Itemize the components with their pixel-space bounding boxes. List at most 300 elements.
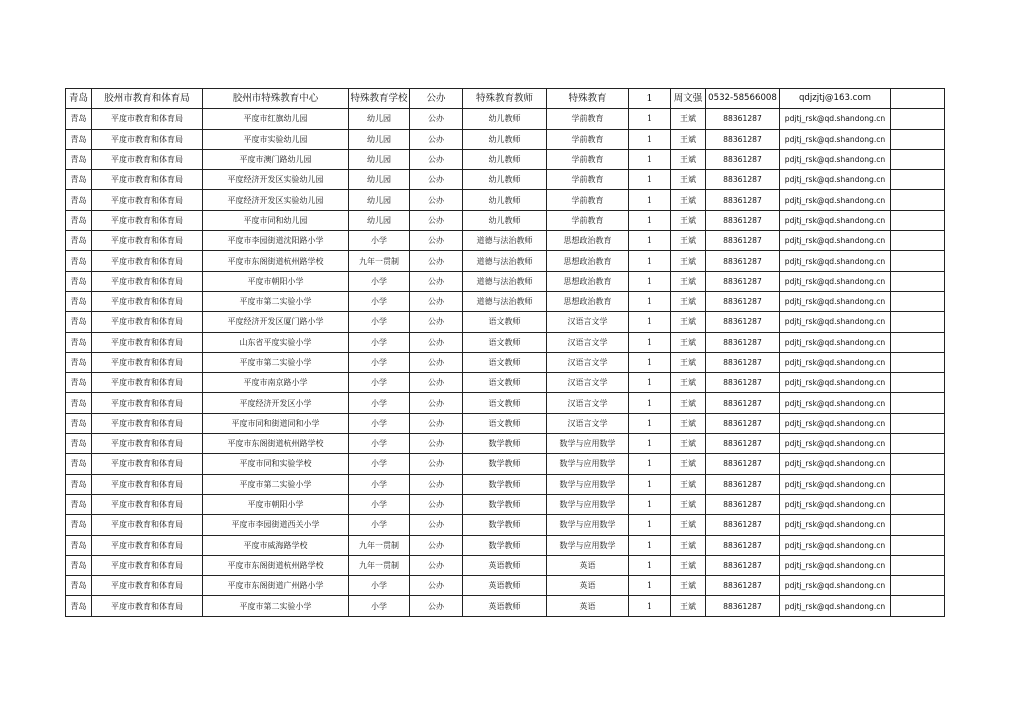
cell-contact: 王斌	[671, 515, 706, 535]
cell-email: pdjtj_rsk@qd.shandong.cn	[780, 170, 891, 190]
table-row	[66, 555, 945, 575]
cell-school-type: 小学	[349, 352, 410, 372]
cell-school-type: 幼儿园	[349, 109, 410, 129]
cell-major: 学前教育	[547, 129, 629, 149]
cell-ownership: 公办	[410, 129, 463, 149]
cell-bureau: 平度市教育和体育局	[92, 494, 203, 514]
cell-count: 1	[629, 149, 671, 169]
cell-school-type: 小学	[349, 291, 410, 311]
cell-email: pdjtj_rsk@qd.shandong.cn	[780, 149, 891, 169]
cell-contact: 王斌	[671, 413, 706, 433]
cell-position: 数学教师	[463, 474, 547, 494]
cell-ownership: 公办	[410, 332, 463, 352]
cell-position: 特殊教育教师	[463, 89, 547, 109]
cell-bureau: 平度市教育和体育局	[92, 434, 203, 454]
cell-school: 平度市朝阳小学	[203, 271, 349, 291]
cell-major: 学前教育	[547, 210, 629, 230]
cell-major: 数学与应用数学	[547, 494, 629, 514]
cell-email: pdjtj_rsk@qd.shandong.cn	[780, 555, 891, 575]
cell-school-type: 小学	[349, 596, 410, 616]
cell-email: pdjtj_rsk@qd.shandong.cn	[780, 515, 891, 535]
cell-remark	[891, 149, 945, 169]
cell-major: 英语	[547, 576, 629, 596]
cell-city: 青岛	[66, 576, 92, 596]
cell-contact: 王斌	[671, 129, 706, 149]
cell-city: 青岛	[66, 291, 92, 311]
cell-bureau: 平度市教育和体育局	[92, 291, 203, 311]
spreadsheet	[65, 88, 945, 617]
cell-count: 1	[629, 332, 671, 352]
cell-bureau: 平度市教育和体育局	[92, 109, 203, 129]
cell-phone: 88361287	[706, 474, 780, 494]
cell-remark	[891, 129, 945, 149]
cell-major: 汉语言文学	[547, 332, 629, 352]
cell-ownership: 公办	[410, 271, 463, 291]
cell-bureau: 平度市教育和体育局	[92, 210, 203, 230]
cell-contact: 王斌	[671, 434, 706, 454]
cell-count: 1	[629, 231, 671, 251]
table-row	[66, 494, 945, 514]
cell-position: 语文教师	[463, 352, 547, 372]
cell-city: 青岛	[66, 251, 92, 271]
cell-email: pdjtj_rsk@qd.shandong.cn	[780, 251, 891, 271]
cell-school: 平度市实验幼儿园	[203, 129, 349, 149]
cell-position: 幼儿教师	[463, 149, 547, 169]
cell-position: 英语教师	[463, 596, 547, 616]
cell-count: 1	[629, 434, 671, 454]
cell-bureau: 平度市教育和体育局	[92, 231, 203, 251]
cell-position: 数学教师	[463, 494, 547, 514]
cell-ownership: 公办	[410, 454, 463, 474]
cell-contact: 王斌	[671, 596, 706, 616]
table-row	[66, 190, 945, 210]
cell-city: 青岛	[66, 393, 92, 413]
cell-phone: 88361287	[706, 434, 780, 454]
cell-school-type: 小学	[349, 474, 410, 494]
cell-remark	[891, 332, 945, 352]
cell-email: pdjtj_rsk@qd.shandong.cn	[780, 494, 891, 514]
cell-contact: 王斌	[671, 170, 706, 190]
cell-school-type: 小学	[349, 576, 410, 596]
cell-school: 平度市东阁街道杭州路学校	[203, 251, 349, 271]
cell-school-type: 小学	[349, 434, 410, 454]
cell-ownership: 公办	[410, 596, 463, 616]
table-row	[66, 515, 945, 535]
table-row	[66, 149, 945, 169]
cell-school-type: 小学	[349, 515, 410, 535]
cell-position: 幼儿教师	[463, 170, 547, 190]
cell-email: pdjtj_rsk@qd.shandong.cn	[780, 413, 891, 433]
cell-school: 平度市同和实验学校	[203, 454, 349, 474]
cell-email: pdjtj_rsk@qd.shandong.cn	[780, 434, 891, 454]
table-row	[66, 129, 945, 149]
cell-phone: 88361287	[706, 576, 780, 596]
cell-phone: 88361287	[706, 332, 780, 352]
cell-ownership: 公办	[410, 494, 463, 514]
cell-count: 1	[629, 555, 671, 575]
cell-school-type: 小学	[349, 494, 410, 514]
cell-count: 1	[629, 393, 671, 413]
cell-phone: 88361287	[706, 251, 780, 271]
table-row	[66, 210, 945, 230]
cell-contact: 王斌	[671, 251, 706, 271]
cell-email: pdjtj_rsk@qd.shandong.cn	[780, 312, 891, 332]
table-row	[66, 231, 945, 251]
cell-bureau: 平度市教育和体育局	[92, 596, 203, 616]
cell-school: 平度经济开发区小学	[203, 393, 349, 413]
cell-remark	[891, 291, 945, 311]
cell-city: 青岛	[66, 89, 92, 109]
cell-city: 青岛	[66, 596, 92, 616]
cell-major: 思想政治教育	[547, 231, 629, 251]
cell-contact: 王斌	[671, 291, 706, 311]
cell-major: 数学与应用数学	[547, 535, 629, 555]
cell-city: 青岛	[66, 271, 92, 291]
table-row	[66, 454, 945, 474]
cell-bureau: 平度市教育和体育局	[92, 352, 203, 372]
cell-school: 平度经济开发区实验幼儿园	[203, 170, 349, 190]
cell-ownership: 公办	[410, 312, 463, 332]
cell-school-type: 幼儿园	[349, 149, 410, 169]
cell-position: 道德与法治教师	[463, 251, 547, 271]
cell-city: 青岛	[66, 332, 92, 352]
cell-ownership: 公办	[410, 251, 463, 271]
cell-remark	[891, 109, 945, 129]
cell-bureau: 平度市教育和体育局	[92, 332, 203, 352]
cell-school-type: 九年一贯制	[349, 251, 410, 271]
cell-count: 1	[629, 413, 671, 433]
cell-ownership: 公办	[410, 413, 463, 433]
cell-email: pdjtj_rsk@qd.shandong.cn	[780, 129, 891, 149]
cell-major: 数学与应用数学	[547, 434, 629, 454]
table-body	[66, 89, 945, 617]
cell-school: 平度市李园街道西关小学	[203, 515, 349, 535]
cell-email: pdjtj_rsk@qd.shandong.cn	[780, 454, 891, 474]
cell-remark	[891, 373, 945, 393]
cell-major: 汉语言文学	[547, 413, 629, 433]
cell-ownership: 公办	[410, 373, 463, 393]
cell-position: 数学教师	[463, 454, 547, 474]
cell-phone: 88361287	[706, 291, 780, 311]
cell-bureau: 平度市教育和体育局	[92, 149, 203, 169]
cell-contact: 王斌	[671, 454, 706, 474]
cell-remark	[891, 535, 945, 555]
table-row	[66, 332, 945, 352]
cell-major: 思想政治教育	[547, 291, 629, 311]
cell-count: 1	[629, 170, 671, 190]
cell-major: 思想政治教育	[547, 271, 629, 291]
cell-email: pdjtj_rsk@qd.shandong.cn	[780, 190, 891, 210]
cell-contact: 王斌	[671, 332, 706, 352]
cell-position: 幼儿教师	[463, 190, 547, 210]
cell-major: 数学与应用数学	[547, 515, 629, 535]
cell-count: 1	[629, 190, 671, 210]
cell-position: 幼儿教师	[463, 129, 547, 149]
cell-school-type: 九年一贯制	[349, 555, 410, 575]
cell-major: 学前教育	[547, 149, 629, 169]
cell-major: 数学与应用数学	[547, 474, 629, 494]
cell-city: 青岛	[66, 555, 92, 575]
data-table	[65, 88, 945, 617]
cell-city: 青岛	[66, 312, 92, 332]
table-row	[66, 89, 945, 109]
cell-remark	[891, 474, 945, 494]
cell-city: 青岛	[66, 109, 92, 129]
cell-city: 青岛	[66, 149, 92, 169]
cell-major: 汉语言文学	[547, 352, 629, 372]
cell-school: 平度经济开发区实验幼儿园	[203, 190, 349, 210]
cell-major: 汉语言文学	[547, 393, 629, 413]
cell-contact: 王斌	[671, 576, 706, 596]
cell-school-type: 幼儿园	[349, 129, 410, 149]
cell-ownership: 公办	[410, 576, 463, 596]
cell-position: 语文教师	[463, 373, 547, 393]
table-row	[66, 352, 945, 372]
cell-count: 1	[629, 535, 671, 555]
cell-contact: 王斌	[671, 393, 706, 413]
cell-school-type: 幼儿园	[349, 190, 410, 210]
cell-ownership: 公办	[410, 535, 463, 555]
cell-position: 语文教师	[463, 332, 547, 352]
cell-school: 平度市同和街道同和小学	[203, 413, 349, 433]
cell-count: 1	[629, 454, 671, 474]
table-row	[66, 393, 945, 413]
cell-major: 学前教育	[547, 109, 629, 129]
cell-school: 平度经济开发区厦门路小学	[203, 312, 349, 332]
cell-ownership: 公办	[410, 210, 463, 230]
cell-remark	[891, 251, 945, 271]
cell-major: 思想政治教育	[547, 251, 629, 271]
cell-school: 平度市南京路小学	[203, 373, 349, 393]
cell-remark	[891, 393, 945, 413]
cell-position: 语文教师	[463, 312, 547, 332]
cell-count: 1	[629, 89, 671, 109]
cell-bureau: 平度市教育和体育局	[92, 474, 203, 494]
cell-position: 语文教师	[463, 393, 547, 413]
cell-bureau: 平度市教育和体育局	[92, 393, 203, 413]
cell-major: 特殊教育	[547, 89, 629, 109]
cell-phone: 88361287	[706, 352, 780, 372]
cell-bureau: 平度市教育和体育局	[92, 251, 203, 271]
cell-bureau: 平度市教育和体育局	[92, 129, 203, 149]
cell-bureau: 平度市教育和体育局	[92, 535, 203, 555]
cell-school: 平度市李园街道沈阳路小学	[203, 231, 349, 251]
cell-phone: 88361287	[706, 129, 780, 149]
cell-email: pdjtj_rsk@qd.shandong.cn	[780, 332, 891, 352]
cell-email: pdjtj_rsk@qd.shandong.cn	[780, 373, 891, 393]
cell-email: pdjtj_rsk@qd.shandong.cn	[780, 535, 891, 555]
cell-email: qdjzjtj@163.com	[780, 89, 891, 109]
cell-position: 语文教师	[463, 413, 547, 433]
cell-contact: 王斌	[671, 109, 706, 129]
cell-phone: 88361287	[706, 596, 780, 616]
cell-remark	[891, 576, 945, 596]
cell-school: 平度市朝阳小学	[203, 494, 349, 514]
cell-phone: 88361287	[706, 515, 780, 535]
cell-contact: 王斌	[671, 555, 706, 575]
cell-city: 青岛	[66, 190, 92, 210]
cell-bureau: 平度市教育和体育局	[92, 312, 203, 332]
cell-city: 青岛	[66, 434, 92, 454]
cell-city: 青岛	[66, 129, 92, 149]
cell-count: 1	[629, 210, 671, 230]
cell-school-type: 特殊教育学校	[349, 89, 410, 109]
cell-school-type: 幼儿园	[349, 170, 410, 190]
cell-school: 平度市第二实验小学	[203, 474, 349, 494]
cell-remark	[891, 170, 945, 190]
cell-bureau: 平度市教育和体育局	[92, 454, 203, 474]
cell-school: 平度市东阁街道杭州路学校	[203, 434, 349, 454]
cell-phone: 88361287	[706, 231, 780, 251]
cell-count: 1	[629, 312, 671, 332]
cell-remark	[891, 454, 945, 474]
cell-city: 青岛	[66, 515, 92, 535]
cell-phone: 88361287	[706, 210, 780, 230]
cell-contact: 王斌	[671, 312, 706, 332]
cell-major: 学前教育	[547, 170, 629, 190]
cell-email: pdjtj_rsk@qd.shandong.cn	[780, 393, 891, 413]
cell-count: 1	[629, 373, 671, 393]
cell-contact: 王斌	[671, 231, 706, 251]
cell-city: 青岛	[66, 454, 92, 474]
cell-school-type: 小学	[349, 271, 410, 291]
table-row	[66, 291, 945, 311]
cell-count: 1	[629, 129, 671, 149]
cell-email: pdjtj_rsk@qd.shandong.cn	[780, 596, 891, 616]
cell-remark	[891, 231, 945, 251]
table-row	[66, 170, 945, 190]
cell-email: pdjtj_rsk@qd.shandong.cn	[780, 352, 891, 372]
cell-phone: 88361287	[706, 454, 780, 474]
cell-remark	[891, 555, 945, 575]
cell-position: 道德与法治教师	[463, 271, 547, 291]
cell-position: 道德与法治教师	[463, 291, 547, 311]
cell-bureau: 胶州市教育和体育局	[92, 89, 203, 109]
cell-ownership: 公办	[410, 149, 463, 169]
cell-bureau: 平度市教育和体育局	[92, 271, 203, 291]
cell-school-type: 小学	[349, 332, 410, 352]
cell-contact: 王斌	[671, 149, 706, 169]
cell-phone: 88361287	[706, 149, 780, 169]
cell-school-type: 小学	[349, 413, 410, 433]
cell-ownership: 公办	[410, 291, 463, 311]
cell-city: 青岛	[66, 231, 92, 251]
cell-ownership: 公办	[410, 555, 463, 575]
cell-count: 1	[629, 251, 671, 271]
cell-remark	[891, 434, 945, 454]
cell-school: 胶州市特殊教育中心	[203, 89, 349, 109]
cell-school-type: 小学	[349, 231, 410, 251]
cell-bureau: 平度市教育和体育局	[92, 373, 203, 393]
cell-bureau: 平度市教育和体育局	[92, 576, 203, 596]
cell-city: 青岛	[66, 413, 92, 433]
table-row	[66, 312, 945, 332]
cell-ownership: 公办	[410, 393, 463, 413]
cell-major: 汉语言文学	[547, 373, 629, 393]
cell-school-type: 幼儿园	[349, 210, 410, 230]
cell-remark	[891, 89, 945, 109]
cell-school-type: 小学	[349, 393, 410, 413]
cell-position: 幼儿教师	[463, 210, 547, 230]
cell-remark	[891, 494, 945, 514]
cell-count: 1	[629, 291, 671, 311]
cell-count: 1	[629, 474, 671, 494]
cell-bureau: 平度市教育和体育局	[92, 515, 203, 535]
cell-phone: 88361287	[706, 555, 780, 575]
cell-ownership: 公办	[410, 190, 463, 210]
cell-phone: 88361287	[706, 312, 780, 332]
cell-position: 幼儿教师	[463, 109, 547, 129]
cell-phone: 88361287	[706, 494, 780, 514]
cell-count: 1	[629, 352, 671, 372]
table-row	[66, 373, 945, 393]
cell-remark	[891, 596, 945, 616]
cell-contact: 王斌	[671, 494, 706, 514]
cell-school: 平度市东阁街道广州路小学	[203, 576, 349, 596]
cell-bureau: 平度市教育和体育局	[92, 413, 203, 433]
cell-phone: 88361287	[706, 535, 780, 555]
cell-ownership: 公办	[410, 109, 463, 129]
cell-phone: 88361287	[706, 109, 780, 129]
cell-phone: 88361287	[706, 170, 780, 190]
table-row	[66, 596, 945, 616]
cell-city: 青岛	[66, 373, 92, 393]
cell-count: 1	[629, 494, 671, 514]
cell-remark	[891, 312, 945, 332]
cell-count: 1	[629, 576, 671, 596]
cell-position: 道德与法治教师	[463, 231, 547, 251]
cell-remark	[891, 210, 945, 230]
cell-count: 1	[629, 271, 671, 291]
cell-major: 数学与应用数学	[547, 454, 629, 474]
cell-city: 青岛	[66, 535, 92, 555]
cell-phone: 88361287	[706, 190, 780, 210]
cell-phone: 88361287	[706, 413, 780, 433]
cell-email: pdjtj_rsk@qd.shandong.cn	[780, 271, 891, 291]
cell-contact: 王斌	[671, 210, 706, 230]
cell-school: 平度市第二实验小学	[203, 596, 349, 616]
table-row	[66, 413, 945, 433]
table-row	[66, 576, 945, 596]
cell-school-type: 小学	[349, 312, 410, 332]
cell-city: 青岛	[66, 210, 92, 230]
cell-major: 学前教育	[547, 190, 629, 210]
cell-school-type: 小学	[349, 373, 410, 393]
cell-school: 山东省平度实验小学	[203, 332, 349, 352]
cell-school: 平度市东阁街道杭州路学校	[203, 555, 349, 575]
cell-bureau: 平度市教育和体育局	[92, 555, 203, 575]
cell-position: 数学教师	[463, 515, 547, 535]
cell-city: 青岛	[66, 170, 92, 190]
cell-city: 青岛	[66, 352, 92, 372]
table-row	[66, 474, 945, 494]
cell-ownership: 公办	[410, 170, 463, 190]
cell-ownership: 公办	[410, 352, 463, 372]
cell-major: 英语	[547, 555, 629, 575]
cell-phone: 88361287	[706, 271, 780, 291]
cell-city: 青岛	[66, 474, 92, 494]
cell-contact: 王斌	[671, 352, 706, 372]
cell-position: 英语教师	[463, 576, 547, 596]
cell-email: pdjtj_rsk@qd.shandong.cn	[780, 109, 891, 129]
table-row	[66, 271, 945, 291]
cell-ownership: 公办	[410, 231, 463, 251]
cell-ownership: 公办	[410, 474, 463, 494]
cell-phone: 88361287	[706, 393, 780, 413]
cell-remark	[891, 515, 945, 535]
cell-school: 平度市澳门路幼儿园	[203, 149, 349, 169]
cell-remark	[891, 413, 945, 433]
